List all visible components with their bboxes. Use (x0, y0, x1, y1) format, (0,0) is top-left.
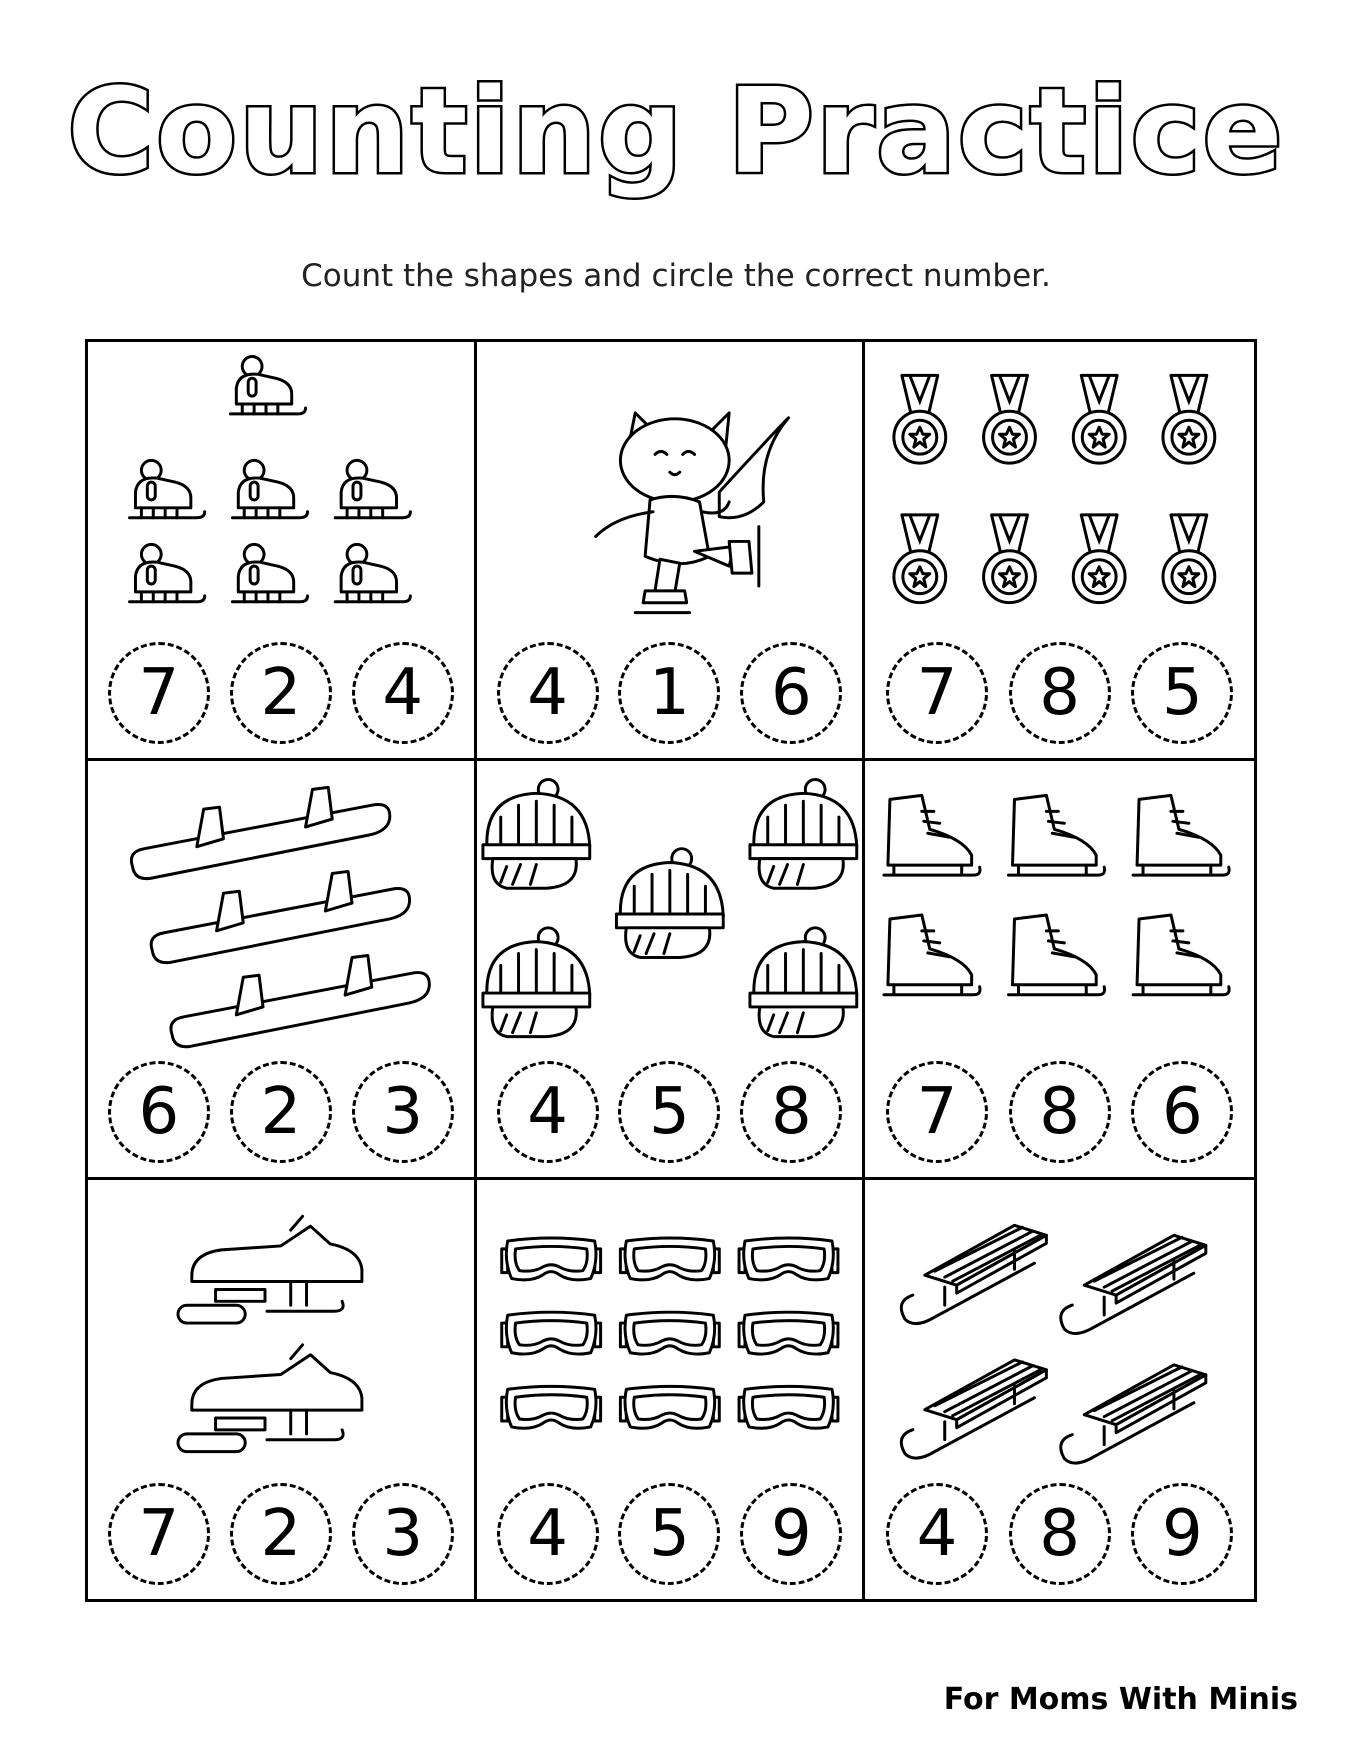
sled-1 (902, 1225, 1047, 1323)
answer-options (88, 1061, 474, 1163)
cell-beanies (477, 761, 866, 1180)
answer-options (477, 642, 863, 744)
bobsled-7 (335, 544, 410, 601)
ski-goggle-2 (620, 1238, 719, 1280)
answer-circle[interactable]: 9 (1131, 1483, 1233, 1585)
snowboard-pictures (88, 761, 474, 1061)
fox-picture (477, 342, 863, 642)
bobsled-1 (230, 357, 305, 414)
snowboard-2 (151, 871, 409, 962)
bobsled-pictures (88, 342, 474, 642)
answer-circle[interactable]: 4 (352, 642, 454, 744)
answer-options (477, 1061, 863, 1163)
medal-3 (1074, 375, 1126, 463)
answer-circle[interactable]: 7 (886, 642, 988, 744)
medal-1 (894, 375, 946, 463)
cell-ice-skates (865, 761, 1254, 1180)
ice-skate-6 (1133, 915, 1229, 995)
ski-goggle-pictures (477, 1180, 863, 1480)
snowmobile-1 (178, 1216, 362, 1323)
medal-6 (984, 515, 1036, 603)
ice-skate-4 (884, 915, 980, 995)
snowboard-1 (131, 787, 389, 878)
cell-bobsleds (88, 342, 477, 761)
ice-skate-1 (884, 795, 980, 875)
page-title: Counting Practice (67, 62, 1285, 200)
ski-goggle-1 (501, 1238, 600, 1280)
brand-footer: For Moms With Minis (943, 1682, 1298, 1717)
answer-circle[interactable]: 5 (1131, 642, 1233, 744)
bobsled-4 (335, 460, 410, 517)
ski-goggle-9 (739, 1386, 838, 1428)
answer-circle[interactable]: 6 (740, 642, 842, 744)
ice-skate-pictures (865, 761, 1254, 1061)
bobsled-6 (232, 544, 307, 601)
answer-circle[interactable]: 4 (497, 642, 599, 744)
ski-goggle-7 (501, 1386, 600, 1428)
ski-goggle-5 (620, 1312, 719, 1354)
cell-ski-goggles (477, 1180, 866, 1599)
ski-goggle-6 (739, 1312, 838, 1354)
answer-circle[interactable]: 6 (108, 1061, 210, 1163)
answer-circle[interactable]: 3 (352, 1483, 454, 1585)
cell-medals (865, 342, 1254, 761)
answer-circle[interactable]: 8 (1009, 1483, 1111, 1585)
answer-circle[interactable]: 4 (497, 1061, 599, 1163)
answer-options (865, 1061, 1254, 1163)
answer-circle[interactable]: 7 (108, 1483, 210, 1585)
medal-8 (1163, 515, 1215, 603)
bobsled-2 (130, 460, 205, 517)
answer-circle[interactable]: 5 (618, 1483, 720, 1585)
cell-sleds (865, 1180, 1254, 1599)
answer-options (865, 642, 1254, 744)
snowmobile-pictures (88, 1180, 474, 1480)
answer-options (88, 642, 474, 744)
answer-circle[interactable]: 1 (618, 642, 720, 744)
bobsled-3 (232, 460, 307, 517)
medal-4 (1163, 375, 1215, 463)
beanie-5 (750, 928, 857, 1037)
answer-circle[interactable]: 8 (1009, 1061, 1111, 1163)
answer-circle[interactable]: 6 (1131, 1061, 1233, 1163)
beanie-2 (750, 779, 857, 888)
bobsled-5 (130, 544, 205, 601)
sled-3 (902, 1360, 1047, 1458)
answer-circle[interactable]: 2 (230, 1061, 332, 1163)
ice-skate-5 (1009, 915, 1105, 995)
medal-5 (894, 515, 946, 603)
beanie-pictures (477, 761, 863, 1061)
answer-circle[interactable]: 9 (740, 1483, 842, 1585)
answer-circle[interactable]: 4 (497, 1483, 599, 1585)
beanie-3 (616, 849, 723, 958)
instructions: Count the shapes and circle the correct number. (301, 258, 1051, 294)
snowmobile-2 (178, 1345, 362, 1452)
answer-circle[interactable]: 5 (618, 1061, 720, 1163)
answer-circle[interactable]: 2 (230, 1483, 332, 1585)
cell-snowmobiles (88, 1180, 477, 1599)
sled-2 (1061, 1235, 1206, 1333)
medal-7 (1074, 515, 1126, 603)
beanie-1 (483, 779, 590, 888)
answer-circle[interactable]: 7 (108, 642, 210, 744)
ski-goggle-3 (739, 1238, 838, 1280)
answer-circle[interactable]: 8 (740, 1061, 842, 1163)
cell-fox (477, 342, 866, 761)
medal-pictures (865, 342, 1254, 642)
ski-goggle-4 (501, 1312, 600, 1354)
answer-circle[interactable]: 3 (352, 1061, 454, 1163)
sled-pictures (865, 1180, 1254, 1480)
answer-circle[interactable]: 7 (886, 1061, 988, 1163)
counting-grid (85, 339, 1257, 1602)
beanie-4 (483, 928, 590, 1037)
ski-goggle-8 (620, 1386, 719, 1428)
answer-options (88, 1483, 474, 1585)
ice-skate-2 (1009, 795, 1105, 875)
answer-circle[interactable]: 8 (1009, 642, 1111, 744)
answer-circle[interactable]: 2 (230, 642, 332, 744)
sled-4 (1061, 1365, 1206, 1463)
skating-fox (595, 413, 788, 613)
medal-2 (984, 375, 1036, 463)
answer-options (477, 1483, 863, 1585)
answer-options (865, 1483, 1254, 1585)
answer-circle[interactable]: 4 (886, 1483, 988, 1585)
cell-snowboards (88, 761, 477, 1180)
snowboard-3 (171, 955, 429, 1046)
ice-skate-3 (1133, 795, 1229, 875)
